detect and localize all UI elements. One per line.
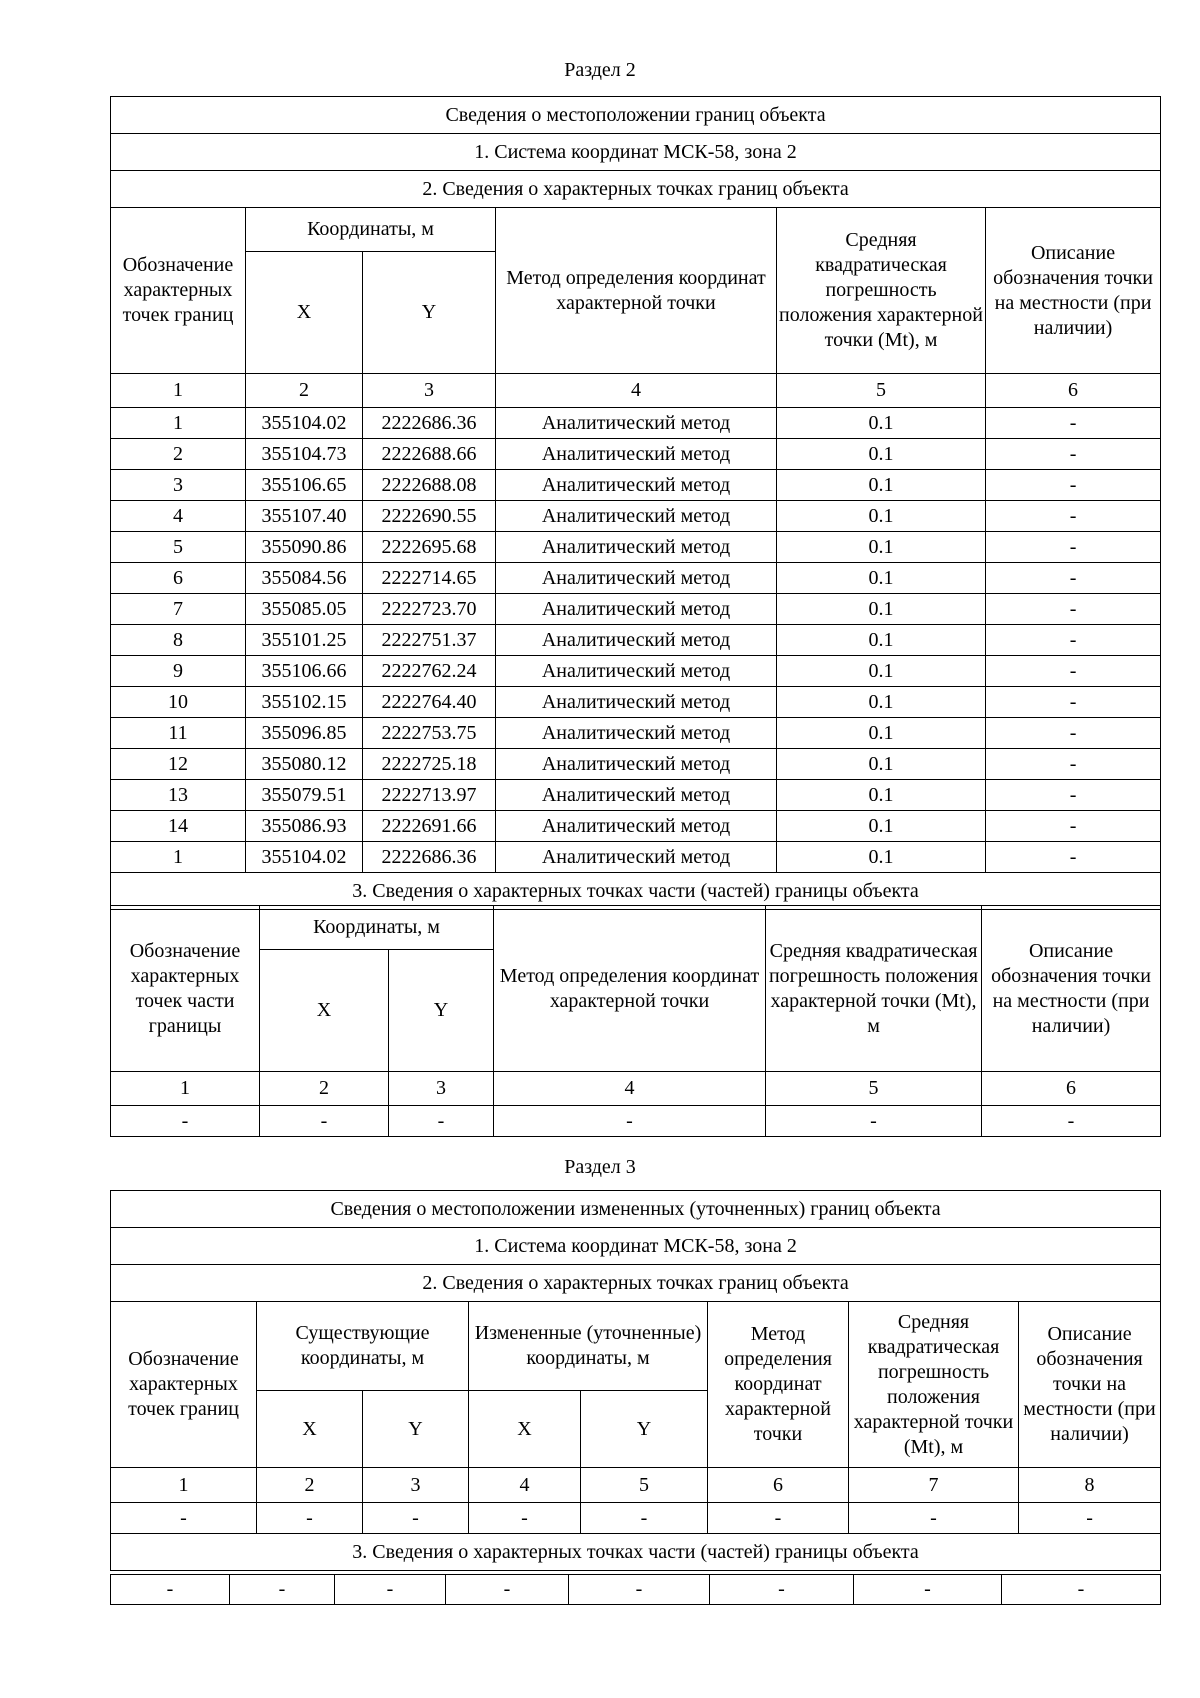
- point-number-cell: 8: [111, 625, 246, 656]
- point-x-cell: 355101.25: [246, 625, 363, 656]
- point-y-cell: 2222713.97: [363, 780, 496, 811]
- col-number: 3: [363, 374, 496, 408]
- point-x-cell: 355106.65: [246, 470, 363, 501]
- point-mt-cell: 0.1: [777, 749, 986, 780]
- point-x-cell: 355107.40: [246, 501, 363, 532]
- point-method-cell: Аналитический метод: [496, 408, 777, 439]
- table-row: [111, 749, 1161, 780]
- s3-parts-cell: -: [710, 1575, 854, 1605]
- point-x-cell: 355102.15: [246, 687, 363, 718]
- s3-header-x-existing: X: [257, 1391, 363, 1468]
- point-y-cell: 2222762.24: [363, 656, 496, 687]
- s3-cell: -: [708, 1503, 849, 1534]
- point-description-cell: -: [986, 718, 1161, 749]
- table-row: [111, 842, 1161, 873]
- table-row: [111, 656, 1161, 687]
- parts-header-y: Y: [389, 950, 494, 1072]
- table-row: [111, 718, 1161, 749]
- section-3-parts-table: [110, 1574, 1161, 1605]
- s3-parts-cell: -: [569, 1575, 710, 1605]
- section-2-parts-table: [110, 905, 1161, 1137]
- section-3-points-heading: 2. Сведения о характерных точках границ объекта: [111, 1265, 1161, 1302]
- section-2-boundary-table: [110, 96, 1161, 910]
- point-mt-cell: 0.1: [777, 811, 986, 842]
- header-method: Метод определения координат характерной точки: [496, 208, 777, 374]
- point-method-cell: Аналитический метод: [496, 656, 777, 687]
- parts-header-coords: Координаты, м: [260, 906, 494, 950]
- point-mt-cell: 0.1: [777, 532, 986, 563]
- col-number: 5: [777, 374, 986, 408]
- point-y-cell: 2222725.18: [363, 749, 496, 780]
- s3-header-description: Описание обозначения точки на местности (при наличии): [1019, 1302, 1161, 1468]
- point-method-cell: Аналитический метод: [496, 532, 777, 563]
- point-method-cell: Аналитический метод: [496, 718, 777, 749]
- point-number-cell: 10: [111, 687, 246, 718]
- point-description-cell: -: [986, 470, 1161, 501]
- table-row: [111, 625, 1161, 656]
- header-description: Описание обозначения точки на местности (при наличии): [986, 208, 1161, 374]
- point-number-cell: 6: [111, 563, 246, 594]
- col-number: 1: [111, 1072, 260, 1106]
- point-description-cell: -: [986, 656, 1161, 687]
- col-number: 2: [246, 374, 363, 408]
- col-number: 2: [260, 1072, 389, 1106]
- point-x-cell: 355079.51: [246, 780, 363, 811]
- parts-header-method: Метод определения координат характерной точки: [494, 906, 766, 1072]
- point-mt-cell: 0.1: [777, 563, 986, 594]
- col-number: 3: [363, 1468, 469, 1503]
- s3-header-error: Средняя квадратическая погрешность положения характерной точки (Mt), м: [849, 1302, 1019, 1468]
- table-row: [111, 470, 1161, 501]
- col-number: 1: [111, 374, 246, 408]
- table-row: [111, 563, 1161, 594]
- header-y: Y: [363, 252, 496, 374]
- s3-header-y-existing: Y: [363, 1391, 469, 1468]
- parts-header-designation: Обозначение характерных точек части границы: [111, 906, 260, 1072]
- s3-parts-cell: -: [111, 1575, 230, 1605]
- s3-header-y-changed: Y: [581, 1391, 708, 1468]
- point-method-cell: Аналитический метод: [496, 594, 777, 625]
- parts-cell: -: [766, 1106, 982, 1137]
- point-description-cell: -: [986, 842, 1161, 873]
- s3-cell: -: [1019, 1503, 1161, 1534]
- table-row: [111, 594, 1161, 625]
- point-description-cell: -: [986, 687, 1161, 718]
- point-mt-cell: 0.1: [777, 780, 986, 811]
- point-mt-cell: 0.1: [777, 470, 986, 501]
- col-number: 6: [708, 1468, 849, 1503]
- point-x-cell: 355096.85: [246, 718, 363, 749]
- col-number: 4: [494, 1072, 766, 1106]
- point-y-cell: 2222714.65: [363, 563, 496, 594]
- point-y-cell: 2222686.36: [363, 842, 496, 873]
- point-description-cell: -: [986, 439, 1161, 470]
- col-number: 2: [257, 1468, 363, 1503]
- col-number: 6: [986, 374, 1161, 408]
- section-3-heading: Сведения о местоположении измененных (уточненных) границ объекта: [111, 1191, 1161, 1228]
- point-x-cell: 355104.02: [246, 408, 363, 439]
- point-description-cell: -: [986, 811, 1161, 842]
- section-2-heading: Сведения о местоположении границ объекта: [111, 97, 1161, 134]
- s3-cell: -: [849, 1503, 1019, 1534]
- section-3-boundary-table: [110, 1190, 1161, 1571]
- point-x-cell: 355104.02: [246, 842, 363, 873]
- s3-header-changed: Измененные (уточненные) координаты, м: [469, 1302, 708, 1391]
- point-number-cell: 4: [111, 501, 246, 532]
- table-row: [111, 532, 1161, 563]
- point-y-cell: 2222690.55: [363, 501, 496, 532]
- col-number: 5: [766, 1072, 982, 1106]
- point-y-cell: 2222753.75: [363, 718, 496, 749]
- point-y-cell: 2222723.70: [363, 594, 496, 625]
- point-mt-cell: 0.1: [777, 625, 986, 656]
- point-mt-cell: 0.1: [777, 718, 986, 749]
- point-method-cell: Аналитический метод: [496, 501, 777, 532]
- point-y-cell: 2222688.08: [363, 470, 496, 501]
- point-number-cell: 2: [111, 439, 246, 470]
- point-method-cell: Аналитический метод: [496, 811, 777, 842]
- section-2-coord-system: 1. Система координат МСК-58, зона 2: [111, 134, 1161, 171]
- point-method-cell: Аналитический метод: [496, 780, 777, 811]
- point-number-cell: 1: [111, 408, 246, 439]
- point-description-cell: -: [986, 563, 1161, 594]
- table-row: [111, 687, 1161, 718]
- point-method-cell: Аналитический метод: [496, 470, 777, 501]
- point-mt-cell: 0.1: [777, 594, 986, 625]
- s3-parts-cell: -: [446, 1575, 569, 1605]
- s3-parts-cell: -: [335, 1575, 446, 1605]
- point-description-cell: -: [986, 532, 1161, 563]
- header-designation: Обозначение характерных точек границ: [111, 208, 246, 374]
- parts-cell: -: [260, 1106, 389, 1137]
- point-y-cell: 2222691.66: [363, 811, 496, 842]
- s3-cell: -: [363, 1503, 469, 1534]
- col-number: 5: [581, 1468, 708, 1503]
- s3-header-x-changed: X: [469, 1391, 581, 1468]
- col-number: 3: [389, 1072, 494, 1106]
- table-row: [111, 501, 1161, 532]
- section-2-title: Раздел 2: [564, 59, 636, 81]
- point-number-cell: 7: [111, 594, 246, 625]
- col-number: 1: [111, 1468, 257, 1503]
- point-y-cell: 2222688.66: [363, 439, 496, 470]
- parts-cell: -: [389, 1106, 494, 1137]
- section-2-parts-heading: 3. Сведения о характерных точках части (частей) границы объекта: [111, 873, 1161, 910]
- point-x-cell: 355086.93: [246, 811, 363, 842]
- point-number-cell: 13: [111, 780, 246, 811]
- point-description-cell: -: [986, 625, 1161, 656]
- point-number-cell: 1: [111, 842, 246, 873]
- point-mt-cell: 0.1: [777, 687, 986, 718]
- col-number: 4: [496, 374, 777, 408]
- s3-cell: -: [111, 1503, 257, 1534]
- point-method-cell: Аналитический метод: [496, 439, 777, 470]
- point-y-cell: 2222764.40: [363, 687, 496, 718]
- point-method-cell: Аналитический метод: [496, 687, 777, 718]
- point-x-cell: 355080.12: [246, 749, 363, 780]
- header-coords: Координаты, м: [246, 208, 496, 252]
- point-x-cell: 355106.66: [246, 656, 363, 687]
- section-3-title: Раздел 3: [564, 1156, 636, 1178]
- s3-header-existing: Существующие координаты, м: [257, 1302, 469, 1391]
- point-number-cell: 12: [111, 749, 246, 780]
- section-3-parts-heading: 3. Сведения о характерных точках части (частей) границы объекта: [111, 1534, 1161, 1571]
- point-x-cell: 355104.73: [246, 439, 363, 470]
- point-method-cell: Аналитический метод: [496, 625, 777, 656]
- table-row: [111, 780, 1161, 811]
- table-row: [111, 439, 1161, 470]
- point-number-cell: 3: [111, 470, 246, 501]
- s3-cell: -: [581, 1503, 708, 1534]
- parts-header-description: Описание обозначения точки на местности (при наличии): [982, 906, 1161, 1072]
- point-description-cell: -: [986, 501, 1161, 532]
- header-error: Средняя квадратическая погрешность положения характерной точки (Mt), м: [777, 208, 986, 374]
- s3-parts-cell: -: [854, 1575, 1002, 1605]
- section-2-points-heading: 2. Сведения о характерных точках границ объекта: [111, 171, 1161, 208]
- point-x-cell: 355084.56: [246, 563, 363, 594]
- point-x-cell: 355085.05: [246, 594, 363, 625]
- parts-header-x: X: [260, 950, 389, 1072]
- point-description-cell: -: [986, 594, 1161, 625]
- point-y-cell: 2222686.36: [363, 408, 496, 439]
- point-mt-cell: 0.1: [777, 501, 986, 532]
- parts-cell: -: [494, 1106, 766, 1137]
- table-row: [111, 408, 1161, 439]
- point-number-cell: 9: [111, 656, 246, 687]
- point-mt-cell: 0.1: [777, 408, 986, 439]
- point-mt-cell: 0.1: [777, 439, 986, 470]
- point-method-cell: Аналитический метод: [496, 563, 777, 594]
- point-description-cell: -: [986, 749, 1161, 780]
- point-y-cell: 2222751.37: [363, 625, 496, 656]
- point-number-cell: 5: [111, 532, 246, 563]
- point-mt-cell: 0.1: [777, 656, 986, 687]
- col-number: 7: [849, 1468, 1019, 1503]
- point-description-cell: -: [986, 780, 1161, 811]
- parts-cell: -: [982, 1106, 1161, 1137]
- s3-parts-cell: -: [1002, 1575, 1161, 1605]
- point-number-cell: 11: [111, 718, 246, 749]
- s3-cell: -: [469, 1503, 581, 1534]
- s3-header-method: Метод определения координат характерной точки: [708, 1302, 849, 1468]
- point-method-cell: Аналитический метод: [496, 842, 777, 873]
- point-number-cell: 14: [111, 811, 246, 842]
- parts-header-error: Средняя квадратическая погрешность положения характерной точки (Mt), м: [766, 906, 982, 1072]
- col-number: 8: [1019, 1468, 1161, 1503]
- point-x-cell: 355090.86: [246, 532, 363, 563]
- table-row: [111, 811, 1161, 842]
- s3-header-designation: Обозначение характерных точек границ: [111, 1302, 257, 1468]
- point-method-cell: Аналитический метод: [496, 749, 777, 780]
- s3-cell: -: [257, 1503, 363, 1534]
- col-number: 4: [469, 1468, 581, 1503]
- s3-parts-cell: -: [230, 1575, 335, 1605]
- col-number: 6: [982, 1072, 1161, 1106]
- point-mt-cell: 0.1: [777, 842, 986, 873]
- point-description-cell: -: [986, 408, 1161, 439]
- parts-cell: -: [111, 1106, 260, 1137]
- section-3-coord-system: 1. Система координат МСК-58, зона 2: [111, 1228, 1161, 1265]
- point-y-cell: 2222695.68: [363, 532, 496, 563]
- header-x: X: [246, 252, 363, 374]
